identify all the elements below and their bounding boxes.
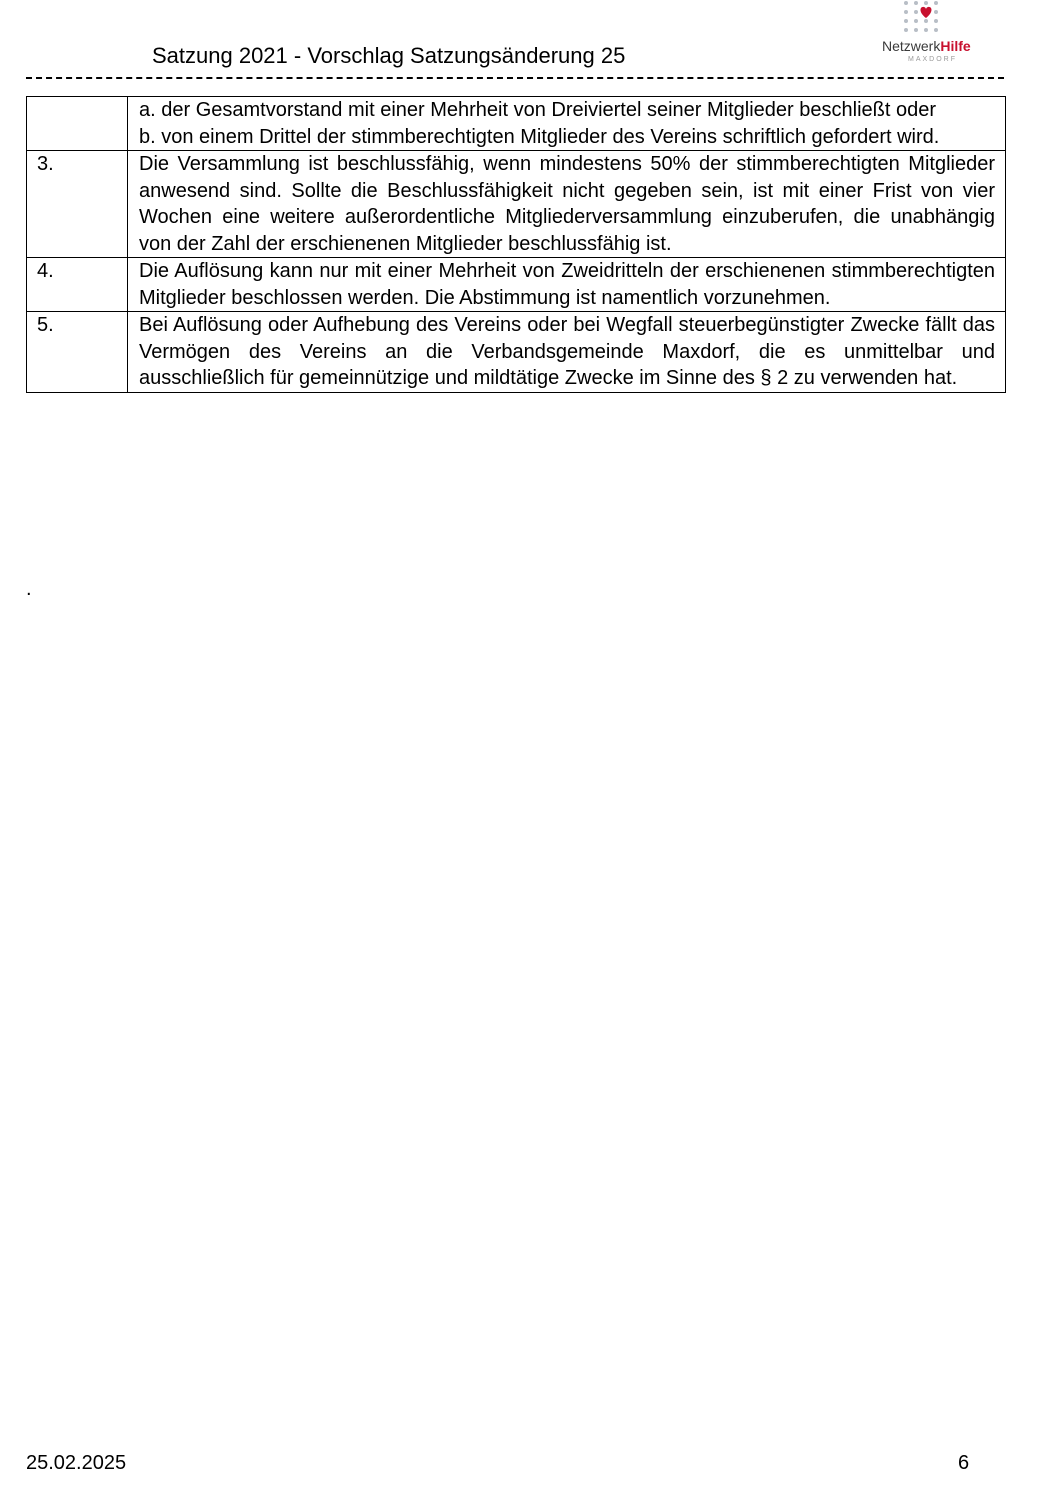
row-text-line: Die Versammlung ist beschlussfähig, wenn mindestens 50% der stimmberechtigten Mitglieder anwesend sind. Sollte die Beschlussfähigkeit nicht gegeben sein, ist mit einer Frist von vier Wochen eine weitere außerordentliche Mitgliederversammlung einzuberufen, die unabhängig von der Zahl der erschienenen Mitglieder beschlussfähig ist. [139, 153, 995, 255]
logo-wordmark-part2: Hilfe [940, 38, 971, 54]
row-text [128, 151, 1006, 258]
heart-dots-icon [900, 0, 944, 36]
body-period-mark: . [26, 578, 32, 600]
netzwerkhilfe-logo [872, 0, 982, 70]
row-number: 3. [27, 151, 128, 258]
statute-table [26, 96, 1006, 393]
footer-page-number: 6 [958, 1452, 970, 1474]
table-row [27, 258, 1006, 312]
row-number [27, 97, 128, 151]
footer-date: 25.02.2025 [26, 1452, 127, 1474]
row-text [128, 97, 1006, 151]
row-text-line: a. der Gesamtvorstand mit einer Mehrheit von Dreiviertel seiner Mitglieder beschließt oder [139, 99, 937, 121]
table-row [27, 312, 1006, 393]
logo-wordmark-part1: Netzwerk [882, 38, 941, 54]
logo-wordmark [882, 38, 971, 54]
row-text-line: b. von einem Drittel der stimmberechtigten Mitglieder des Vereins schriftlich gefordert wird. [139, 125, 940, 148]
row-text [128, 312, 1006, 393]
row-text-line: Die Auflösung kann nur mit einer Mehrheit von Zweidritteln der erschienenen stimmberechtigten Mitglieder beschlossen werden. Die Abstimmung ist namentlich vorzunehmen. [139, 260, 995, 309]
table-row [27, 151, 1006, 258]
row-number: 4. [27, 258, 128, 312]
row-text [128, 258, 1006, 312]
header-separator [26, 77, 1004, 79]
row-text-line: Bei Auflösung oder Aufhebung des Vereins oder bei Wegfall steuerbegünstigter Zwecke fällt das Vermögen des Vereins an die Verbandsgemeinde Maxdorf, die es unmittelbar und ausschließlich für gemeinnützige und mildtätige Zwecke im Sinne des § 2 zu verwenden hat. [139, 314, 995, 389]
logo-subtitle: MAXDORF [908, 56, 957, 63]
page-header-title: Satzung 2021 - Vorschlag Satzungsänderung 25 [152, 43, 626, 68]
row-number: 5. [27, 312, 128, 393]
table-row [27, 97, 1006, 151]
